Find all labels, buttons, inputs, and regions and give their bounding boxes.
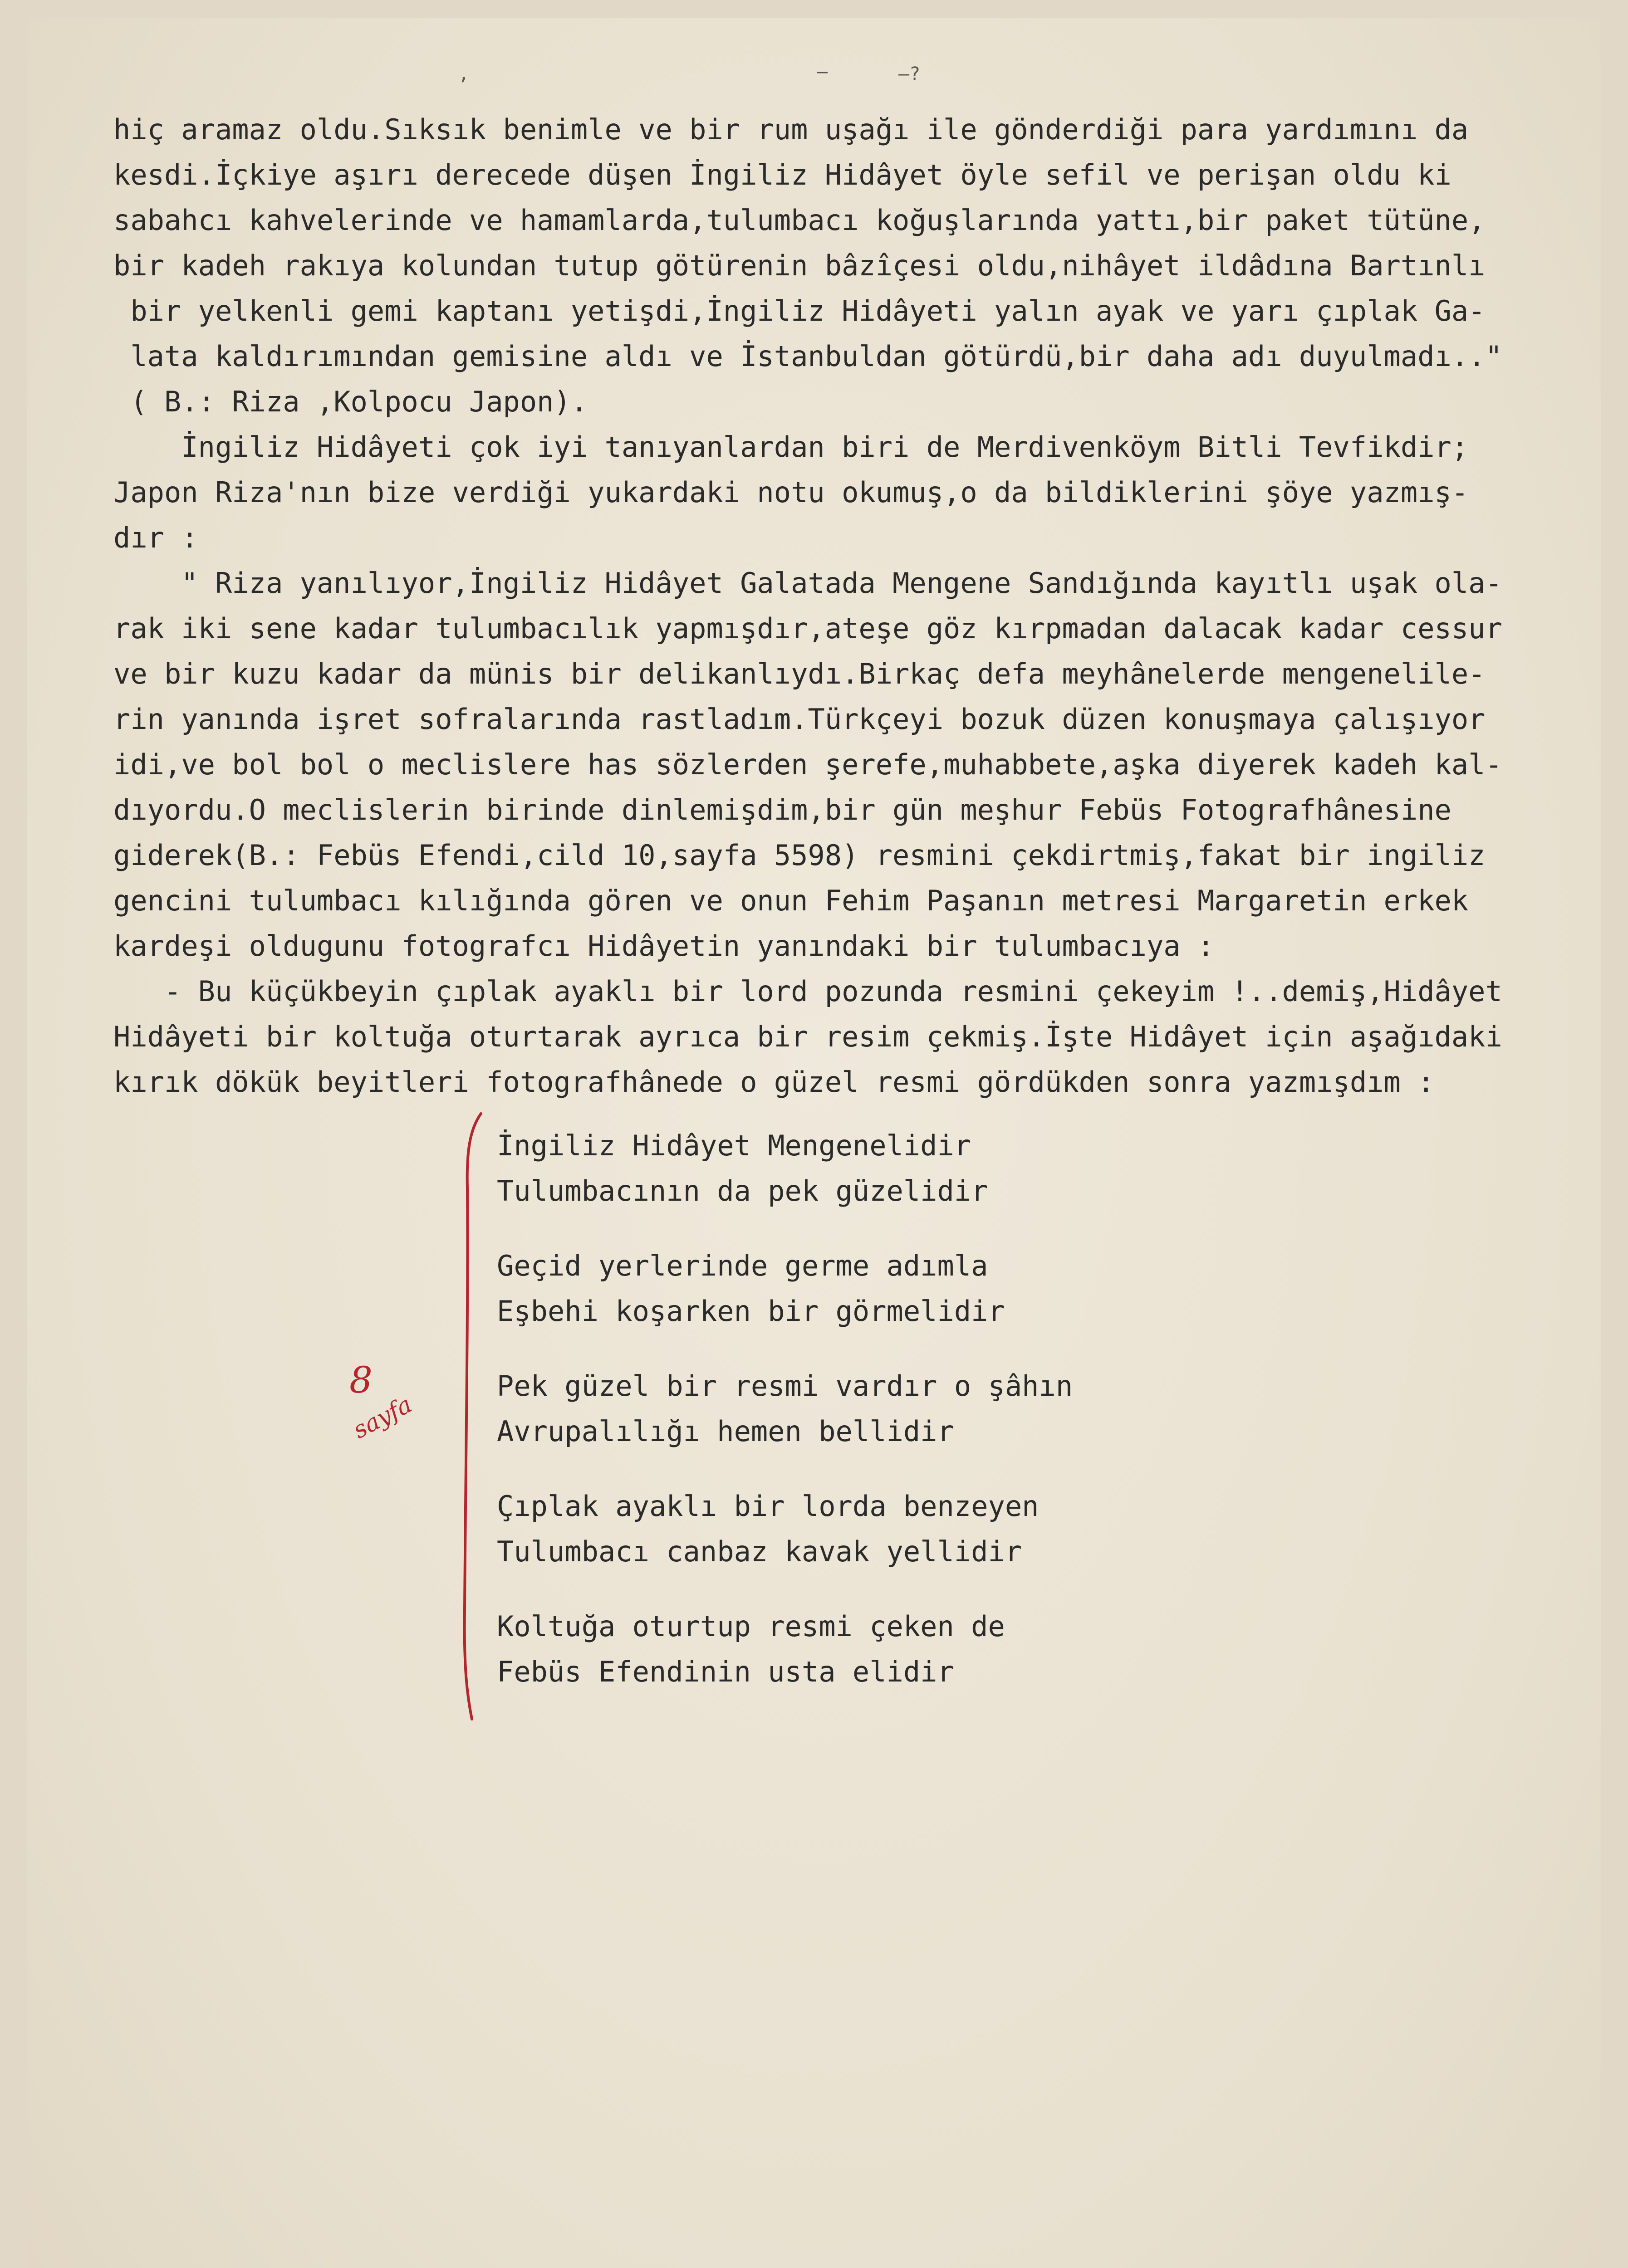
body-line: " Riza yanılıyor,İngiliz Hidâyet Galatada Mengene Sandığında kayıtlı uşak ola- [113,567,1502,600]
body-line: gencini tulumbacı kılığında gören ve onun Fehim Paşanın metresi Margaretin erkek [113,884,1469,917]
body-line: İngiliz Hidâyeti çok iyi tanıyanlardan biri de Merdivenköym Bitli Tevfikdir; [113,430,1469,464]
body-line: kardeşi oldugunu fotografcı Hidâyetin yanındaki bir tulumbacıya : [113,929,1215,963]
verse-line: Febüs Efendinin usta elidir [497,1655,954,1688]
red-margin-bracket [465,1114,481,1719]
verse-line: İngiliz Hidâyet Mengenelidir [497,1129,971,1162]
body-line: kırık dökük beyitleri fotografhânede o güzel resmi gördükden sonra yazmışdım : [113,1066,1435,1099]
verse-line: Geçid yerlerinde germe adımla [497,1249,988,1282]
verse-line: Avrupalılığı hemen bellidir [497,1415,954,1448]
body-line: bir kadeh rakıya kolundan tutup götürenin bâzîçesi oldu,nihâyet ildâdına Bartınlı [113,249,1486,282]
body-line: - Bu küçükbeyin çıplak ayaklı bir lord pozunda resmini çekeyim !..demiş,Hidâyet [113,975,1502,1008]
body-line: sabahcı kahvelerinde ve hamamlarda,tulumbacı koğuşlarında yattı,bir paket tütüne, [113,204,1486,237]
body-line: bir yelkenli gemi kaptanı yetişdi,İngiliz Hidâyeti yalın ayak ve yarı çıplak Ga- [113,294,1486,327]
verse-line: Pek güzel bir resmi vardır o şâhın [497,1369,1073,1403]
verse-line: Çıplak ayaklı bir lorda benzeyen [497,1490,1039,1523]
body-line: lata kaldırımından gemisine aldı ve İstanbuldan götürdü,bir daha adı duyulmadı.." [113,340,1502,373]
margin-note-word: sayfa [348,1391,417,1444]
verse-line: Koltuğa oturtup resmi çeken de [497,1610,1005,1643]
top-mark-2: – [817,61,828,82]
body-line: Hidâyeti bir koltuğa oturtarak ayrıca bir resim çekmiş.İşte Hidâyet için aşağıdaki [113,1020,1502,1053]
margin-note-number: 8 [349,1359,373,1401]
body-line: idi,ve bol bol o meclislere has sözlerden şerefe,muhabbete,aşka diyerek kadeh kal- [113,748,1502,781]
body-line: Japon Riza'nın bize verdiği yukardaki notu okumuş,o da bildiklerini şöye yazmış- [113,476,1469,509]
body-line: hiç aramaz oldu.Sıksık benimle ve bir rum uşağı ile gönderdiği para yardımını da [113,113,1469,146]
verse-line: Tulumbacının da pek güzelidir [497,1174,988,1207]
verse-line: Eşbehi koşarken bir görmelidir [497,1295,1005,1328]
verse-line: Tulumbacı canbaz kavak yellidir [497,1535,1022,1568]
body-line: ve bir kuzu kadar da münis bir delikanlıydı.Birkaç defa meyhânelerde mengenelile- [113,657,1486,690]
body-line: rak iki sene kadar tulumbacılık yapmışdır,ateşe göz kırpmadan dalacak kadar cessur [113,612,1502,645]
body-line: dıyordu.O meclislerin birinde dinlemişdim,bir gün meşhur Febüs Fotografhânesine [113,793,1451,826]
body-line: dır : [113,521,198,554]
body-line: rin yanında işret sofralarında rastladım.Türkçeyi bozuk düzen konuşmaya çalışıyor [113,703,1486,736]
top-mark-3: –? [898,64,921,84]
body-line: kesdi.İçkiye aşırı derecede düşen İngiliz Hidâyet öyle sefil ve perişan oldu ki [113,158,1451,191]
top-mark-1: , [458,64,470,84]
citation-line: ( B.: Riza ,Kolpocu Japon). [113,385,588,418]
body-line: giderek(B.: Febüs Efendi,cild 10,sayfa 5598) resmini çekdirtmiş,fakat bir ingiliz [113,839,1486,872]
